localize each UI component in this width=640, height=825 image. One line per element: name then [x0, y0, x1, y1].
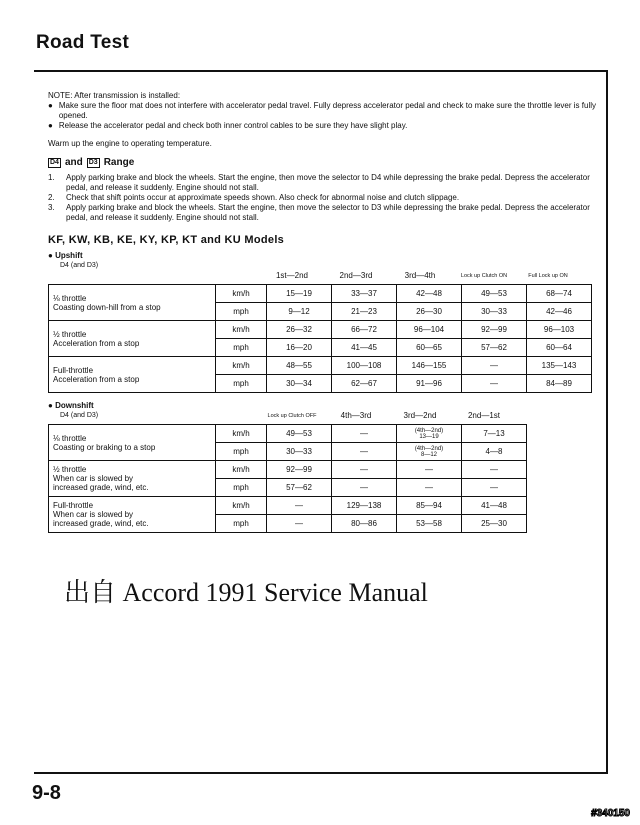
unit-cell: mph: [216, 375, 267, 393]
upshift-sub: D4 (and D3): [60, 262, 99, 269]
condition-cell: Full-throttle When car is slowed by increased grade, wind, etc.: [49, 497, 216, 533]
speed-cell: —: [267, 515, 332, 533]
unit-cell: km/h: [216, 357, 267, 375]
condition-cell: ½ throttle Acceleration from a stop: [49, 321, 216, 357]
note-heading: NOTE: After transmission is installed:: [48, 91, 181, 100]
unit-cell: mph: [216, 339, 267, 357]
speed-cell: —: [397, 461, 462, 479]
unit-cell: mph: [216, 515, 267, 533]
speed-cell: 4—8: [462, 443, 527, 461]
speed-cell: 7—13: [462, 425, 527, 443]
speed-cell: —: [462, 479, 527, 497]
note-bullet: ● Release the accelerator pedal and check both inner control cables to be sure they have slight play.: [48, 121, 408, 130]
speed-cell: (4th—2nd) 13—19: [397, 425, 462, 443]
speed-cell: 96—104: [397, 321, 462, 339]
speed-cell: 26—30: [397, 303, 462, 321]
speed-cell: 33—37: [332, 285, 397, 303]
unit-cell: mph: [216, 303, 267, 321]
downshift-label: ● Downshift: [48, 401, 94, 410]
speed-cell: 41—45: [332, 339, 397, 357]
speed-cell: 41—48: [462, 497, 527, 515]
image-id-stamp: #340150: [591, 808, 630, 819]
unit-cell: mph: [216, 479, 267, 497]
speed-cell: —: [332, 425, 397, 443]
page-title: Road Test: [36, 32, 130, 53]
warm-up-text: Warm up the engine to operating temperature.: [48, 139, 212, 148]
table-row: [49, 461, 527, 479]
speed-cell: 9—12: [267, 303, 332, 321]
table-row: [49, 357, 592, 375]
speed-cell: 129—138: [332, 497, 397, 515]
speed-cell: 92—99: [462, 321, 527, 339]
speed-cell: 96—103: [527, 321, 592, 339]
condition-cell: Full-throttle Acceleration from a stop: [49, 357, 216, 393]
condition-cell: ½ throttle When car is slowed by increased grade, wind, etc.: [49, 461, 216, 497]
speed-cell: —: [397, 479, 462, 497]
table-row: [49, 321, 592, 339]
speed-cell: 48—55: [267, 357, 332, 375]
unit-cell: km/h: [216, 285, 267, 303]
table-row: [49, 285, 592, 303]
unit-cell: km/h: [216, 461, 267, 479]
speed-cell: 16—20: [267, 339, 332, 357]
unit-cell: km/h: [216, 497, 267, 515]
speed-cell: 49—53: [267, 425, 332, 443]
watermark-text: 出自 Accord 1991 Service Manual: [64, 578, 428, 607]
speed-cell: 15—19: [267, 285, 332, 303]
speed-cell: 66—72: [332, 321, 397, 339]
range-step: 2. Check that shift points occur at approximate speeds shown. Also check for abnormal noise and clutch slippage.: [48, 193, 460, 202]
speed-cell: 80—86: [332, 515, 397, 533]
speed-cell: —: [462, 375, 527, 393]
speed-cell: 21—23: [332, 303, 397, 321]
upshift-label: ● Upshift: [48, 251, 83, 260]
speed-cell: 30—33: [462, 303, 527, 321]
speed-cell: 68—74: [527, 285, 592, 303]
speed-cell: 42—48: [397, 285, 462, 303]
speed-cell: —: [332, 461, 397, 479]
speed-cell: (4th—2nd) 8—12: [397, 443, 462, 461]
upshift-table: [48, 284, 592, 393]
speed-cell: 146—155: [397, 357, 462, 375]
models-heading: KF, KW, KB, KE, KY, KP, KT and KU Models: [48, 234, 285, 246]
page-number: 9-8: [32, 782, 61, 804]
speed-cell: 60—65: [397, 339, 462, 357]
speed-cell: —: [462, 357, 527, 375]
upshift-header: 1st—2nd 2nd—3rd 3rd—4th Lock up Clutch ON Full Lock up ON: [275, 271, 568, 280]
downshift-header: D4 (and D3) Lock up Clutch OFF 4th—3rd 3rd—2nd 2nd—1st: [60, 411, 501, 420]
speed-cell: 84—89: [527, 375, 592, 393]
range-step: 1. Apply parking brake and block the wheels. Start the engine, then move the selector to D4 while depressing the brake pedal. Depress the accelerator pedal, and release it suddenly. Engine should not stall.: [48, 173, 590, 192]
note-bullet: ● Make sure the floor mat does not interfere with accelerator pedal travel. Fully depress accelerator pedal and check to make sure the throttle lever is fully opened.: [48, 101, 596, 120]
speed-cell: 53—58: [397, 515, 462, 533]
speed-cell: 60—64: [527, 339, 592, 357]
speed-cell: 26—32: [267, 321, 332, 339]
range-heading: D4 and D3 Range: [50, 157, 135, 168]
speed-cell: 30—33: [267, 443, 332, 461]
speed-cell: 100—108: [332, 357, 397, 375]
unit-cell: mph: [216, 443, 267, 461]
condition-cell: ⅛ throttle Coasting down-hill from a stop: [49, 285, 216, 321]
speed-cell: 85—94: [397, 497, 462, 515]
footer-divider: [34, 773, 606, 774]
speed-cell: 42—46: [527, 303, 592, 321]
speed-cell: 91—96: [397, 375, 462, 393]
content: [48, 91, 600, 533]
table-row: [49, 497, 527, 515]
speed-cell: 62—67: [332, 375, 397, 393]
table-row: [49, 425, 527, 443]
speed-cell: 92—99: [267, 461, 332, 479]
speed-cell: —: [332, 479, 397, 497]
condition-cell: ⅛ throttle Coasting or braking to a stop: [49, 425, 216, 461]
speed-cell: 135—143: [527, 357, 592, 375]
speed-cell: 30—34: [267, 375, 332, 393]
speed-cell: 25—30: [462, 515, 527, 533]
speed-cell: —: [267, 497, 332, 515]
range-step: 3. Apply parking brake and block the wheels. Start the engine, then move the selector to D3 while depressing the brake pedal. Depress the accelerator pedal, and release it suddenly. Engine should not stall.: [48, 203, 590, 222]
unit-cell: km/h: [216, 321, 267, 339]
speed-cell: —: [462, 461, 527, 479]
speed-cell: 49—53: [462, 285, 527, 303]
speed-cell: 57—62: [462, 339, 527, 357]
downshift-table: [48, 424, 527, 533]
unit-cell: km/h: [216, 425, 267, 443]
speed-cell: —: [332, 443, 397, 461]
speed-cell: 57—62: [267, 479, 332, 497]
